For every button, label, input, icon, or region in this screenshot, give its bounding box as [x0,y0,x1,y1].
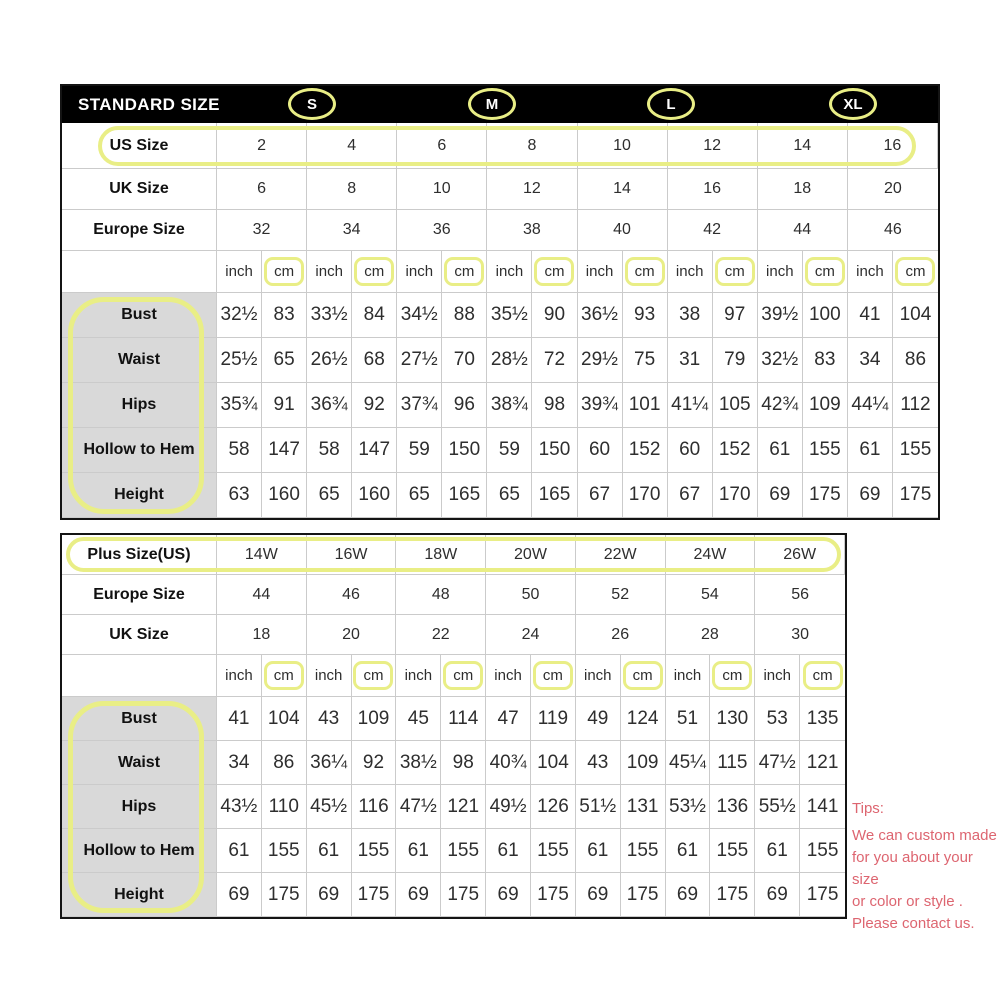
measure-rows-block [62,293,938,518]
cm-unit-cell [532,251,577,292]
measure-row-label: Height [62,873,217,916]
measure-value-cell: 58 [217,428,262,472]
tips-title: Tips: [852,800,884,817]
size-row [62,535,845,575]
size-value-cell: 56 [791,585,810,603]
measure-value-cell: 175 [803,473,848,517]
size-value-cell: 40 [578,210,668,250]
inch-unit-cell: inch [666,655,711,696]
measure-value-cell: 69 [576,873,621,916]
size-value-cell: 10 [578,123,668,168]
size-value-cell: 38 [487,210,577,250]
size-row [62,210,938,251]
measure-value-cell: 69 [396,873,441,916]
measure-value-cell: 43 [576,741,621,784]
size-row-label: Europe Size [62,210,217,250]
size-value-cell: 8 [307,169,397,209]
size-row [62,123,938,169]
size-value-cell: 14 [578,169,668,209]
measure-value-cell: 63 [217,473,262,517]
size-value-cell: 44 [217,575,307,614]
measure-value-cell: 155 [806,839,839,861]
measure-value-cell: 155 [899,439,932,460]
measure-value-cell: 67 [668,473,713,517]
unit-row [62,251,938,293]
measure-row-label: Waist [62,741,217,784]
measure-row [62,428,938,473]
measure-value-cell: 65 [307,473,352,517]
measure-value-cell: 131 [621,785,666,828]
measure-value-cell: 28½ [487,338,532,382]
size-row [62,615,845,655]
measure-value-cell: 165 [442,473,487,517]
measure-value-cell: 36¾ [307,383,352,427]
inch-unit-cell: inch [217,251,262,292]
inch-unit-cell: inch [578,251,623,292]
measure-value-cell: 41 [217,697,262,740]
cm-highlight-badge: cm [443,661,483,690]
size-row [62,575,845,615]
measure-value-cell: 45½ [307,785,352,828]
measure-value-cell: 84 [352,293,397,337]
measure-value-cell: 68 [352,338,397,382]
measure-value-cell: 155 [531,829,576,872]
cm-unit-cell [893,251,938,292]
size-value-cell: 16 [848,123,938,168]
measure-value-cell: 61 [307,829,352,872]
size-row-label: UK Size [62,615,217,654]
inch-unit-cell: inch [487,251,532,292]
measure-row [62,873,845,917]
measure-value-cell: 92 [352,383,397,427]
size-value-cell: 2 [217,123,307,168]
size-badge-s: S [288,88,336,120]
measure-value-cell: 141 [806,795,839,817]
measure-value-cell: 44¼ [848,383,893,427]
inch-unit-cell: inch [758,251,803,292]
measure-value-cell: 104 [899,304,932,325]
measure-value-cell: 114 [441,697,486,740]
size-value-cell: 6 [217,169,307,209]
measure-row [62,293,938,338]
measure-value-cell: 38½ [396,741,441,784]
measure-value-cell: 175 [531,873,576,916]
measure-value-cell: 31 [668,338,713,382]
measure-value-cell: 59 [487,428,532,472]
measure-value-cell: 39¾ [578,383,623,427]
measure-value-cell: 83 [803,338,848,382]
cm-unit-cell [352,655,397,696]
measure-value-cell: 53½ [666,785,711,828]
measure-value-cell: 41 [848,293,893,337]
inch-unit-cell: inch [307,655,352,696]
measure-rows-block [62,697,845,917]
cm-highlight-badge: cm [895,257,935,286]
measure-value-cell: 100 [803,293,848,337]
size-row-label: Europe Size [62,575,217,614]
measure-value-cell: 160 [262,473,307,517]
size-row-label: UK Size [62,169,217,209]
measure-value-cell: 121 [806,751,839,773]
measure-value-cell: 36¼ [307,741,352,784]
inch-unit-cell: inch [848,251,893,292]
measure-value-cell: 90 [532,293,577,337]
measure-value-cell: 43½ [217,785,262,828]
size-value-cell: 6 [397,123,487,168]
measure-value-cell: 38¾ [487,383,532,427]
measure-value-cell: 43 [307,697,352,740]
cm-highlight-badge: cm [805,257,845,286]
measure-value-cell: 49 [576,697,621,740]
size-badge-m: M [468,88,516,120]
plus-size-rows [62,535,845,917]
size-value-cell: 18 [217,615,307,654]
measure-value-cell: 49½ [486,785,531,828]
measure-value-cell: 175 [352,873,397,916]
measure-value-cell: 61 [576,829,621,872]
measure-value-cell: 26½ [307,338,352,382]
inch-unit-cell: inch [396,655,441,696]
inch-unit-cell: inch [307,251,352,292]
measure-row-label: Height [62,473,217,517]
measure-value-cell: 32½ [217,293,262,337]
size-value-cell: 20 [884,180,902,197]
plus-size-table [60,533,847,919]
measure-value-cell: 97 [713,293,758,337]
custom-tips-note [852,798,998,935]
measure-value-cell: 135 [806,707,839,729]
cm-unit-cell [803,251,848,292]
measure-value-cell: 93 [623,293,668,337]
cm-highlight-badge: cm [712,661,752,690]
measure-value-cell: 39½ [758,293,803,337]
cm-unit-cell [713,251,758,292]
size-value-cell: 20 [307,615,397,654]
measure-row [62,338,938,383]
cm-highlight-badge: cm [353,661,393,690]
measure-value-cell: 175 [621,873,666,916]
measure-value-cell: 175 [441,873,486,916]
measure-value-cell: 92 [352,741,397,784]
measure-row-label: Waist [62,338,217,382]
measure-value-cell: 104 [531,741,576,784]
measure-value-cell: 75 [623,338,668,382]
cm-highlight-badge: cm [354,257,394,286]
size-value-cell: 22 [396,615,486,654]
measure-row [62,473,938,518]
size-value-cell: 28 [666,615,756,654]
measure-value-cell: 38 [668,293,713,337]
measure-value-cell: 65 [487,473,532,517]
measure-value-cell: 47½ [396,785,441,828]
size-value-cell: 10 [397,169,487,209]
measure-value-cell: 35½ [487,293,532,337]
measure-row-label: Hollow to Hem [62,428,217,472]
measure-value-cell: 69 [486,873,531,916]
measure-value-cell: 69 [666,873,711,916]
size-value-cell: 24 [486,615,576,654]
size-value-cell: 34 [307,210,397,250]
measure-value-cell: 61 [848,428,893,472]
size-value-cell: 4 [307,123,397,168]
measure-value-cell: 170 [713,473,758,517]
size-row-label: US Size [62,123,217,168]
measure-value-cell: 130 [710,697,755,740]
tips-line: Please contact us. [852,915,975,932]
measure-value-cell: 109 [803,383,848,427]
standard-size-header [62,86,938,123]
unit-row-label [62,655,217,696]
measure-value-cell: 155 [262,829,307,872]
size-value-cell: 36 [397,210,487,250]
measure-row-label: Bust [62,697,217,740]
size-value-cell: 20W [486,535,576,574]
measure-value-cell: 45 [396,697,441,740]
measure-value-cell: 104 [262,697,307,740]
measure-value-cell: 155 [710,829,755,872]
inch-unit-cell: inch [397,251,442,292]
measure-value-cell: 150 [442,428,487,472]
measure-value-cell: 109 [621,741,666,784]
inch-unit-cell: inch [668,251,713,292]
measure-value-cell: 72 [532,338,577,382]
measure-value-cell: 86 [904,349,927,370]
measure-value-cell: 69 [758,473,803,517]
cm-unit-cell [531,655,576,696]
cm-highlight-badge: cm [715,257,755,286]
inch-unit-cell: inch [576,655,621,696]
measure-value-cell: 60 [578,428,623,472]
measure-value-cell: 35¾ [217,383,262,427]
measure-value-cell: 96 [442,383,487,427]
measure-value-cell: 155 [621,829,666,872]
measure-value-cell: 58 [307,428,352,472]
measure-value-cell: 34 [848,338,893,382]
size-value-cell: 18 [758,169,848,209]
measure-value-cell: 105 [713,383,758,427]
tips-line: or color or style . [852,893,963,910]
cm-unit-cell [262,251,307,292]
measure-value-cell: 152 [623,428,668,472]
measure-value-cell: 25½ [217,338,262,382]
measure-value-cell: 34½ [397,293,442,337]
size-value-cell: 8 [487,123,577,168]
measure-value-cell: 32½ [758,338,803,382]
measure-value-cell: 61 [217,829,262,872]
measure-value-cell: 40¾ [486,741,531,784]
cm-unit-cell [623,251,668,292]
measure-value-cell: 101 [623,383,668,427]
measure-value-cell: 136 [710,785,755,828]
cm-highlight-badge: cm [264,257,304,286]
measure-value-cell: 155 [441,829,486,872]
size-value-cell: 16 [668,169,758,209]
cm-unit-cell [262,655,307,696]
measure-value-cell: 47 [486,697,531,740]
measure-value-cell: 155 [803,428,848,472]
measure-value-cell: 51 [666,697,711,740]
inch-unit-cell: inch [755,655,800,696]
measure-value-cell: 60 [668,428,713,472]
measure-value-cell: 70 [442,338,487,382]
inch-unit-cell: inch [486,655,531,696]
measure-value-cell: 61 [396,829,441,872]
cm-highlight-badge: cm [625,257,665,286]
size-badge-l: L [647,88,695,120]
standard-size-table [60,84,940,520]
measure-value-cell: 65 [262,338,307,382]
measure-row [62,383,938,428]
cm-unit-cell [621,655,666,696]
measure-value-cell: 170 [623,473,668,517]
size-value-cell: 46 [307,575,397,614]
measure-value-cell: 67 [578,473,623,517]
size-value-cell: 16W [307,535,397,574]
cm-highlight-badge: cm [533,661,573,690]
measure-value-cell: 34 [217,741,262,784]
standard-size-title: STANDARD SIZE [78,94,220,114]
measure-value-cell: 115 [710,741,755,784]
measure-value-cell: 59 [397,428,442,472]
size-value-cell: 46 [884,221,902,238]
measure-value-cell: 175 [899,484,932,505]
size-row [62,169,938,210]
size-value-cell: 32 [217,210,307,250]
measure-row-label: Bust [62,293,217,337]
measure-row-label: Hollow to Hem [62,829,217,872]
cm-highlight-badge: cm [623,661,663,690]
measure-value-cell: 98 [532,383,577,427]
cm-unit-cell [442,251,487,292]
measure-row [62,741,845,785]
measure-value-cell: 86 [262,741,307,784]
measure-value-cell: 79 [713,338,758,382]
measure-value-cell: 33½ [307,293,352,337]
cm-unit-cell [710,655,755,696]
measure-value-cell: 98 [441,741,486,784]
measure-row [62,829,845,873]
measure-row-label: Hips [62,383,217,427]
cm-highlight-badge: cm [534,257,574,286]
measure-value-cell: 83 [262,293,307,337]
measure-value-cell: 112 [900,394,931,415]
measure-value-cell: 147 [352,428,397,472]
measure-value-cell: 155 [352,829,397,872]
size-value-cell: 54 [666,575,756,614]
measure-value-cell: 116 [352,785,397,828]
standard-size-rows [62,123,938,518]
unit-row-label [62,251,217,292]
tips-line: We can custom made [852,827,997,844]
measure-value-cell: 175 [262,873,307,916]
measure-value-cell: 91 [262,383,307,427]
measure-value-cell: 126 [531,785,576,828]
measure-value-cell: 45¼ [666,741,711,784]
measure-value-cell: 29½ [578,338,623,382]
size-value-cell: 14 [758,123,848,168]
cm-unit-cell [800,655,845,696]
measure-value-cell: 175 [806,883,839,905]
measure-value-cell: 37¾ [397,383,442,427]
measure-value-cell: 124 [621,697,666,740]
measure-value-cell: 88 [442,293,487,337]
measure-value-cell: 175 [710,873,755,916]
cm-highlight-badge: cm [264,661,304,690]
size-value-cell: 12 [668,123,758,168]
measure-value-cell: 152 [713,428,758,472]
cm-highlight-badge: cm [444,257,484,286]
size-value-cell: 24W [666,535,756,574]
measure-value-cell: 41¼ [668,383,713,427]
measure-value-cell: 51½ [576,785,621,828]
measure-value-cell: 42¾ [758,383,803,427]
size-value-cell: 48 [396,575,486,614]
measure-value-cell: 147 [262,428,307,472]
measure-value-cell: 109 [352,697,397,740]
measure-value-cell: 55½ [755,785,800,828]
size-badge-xl: XL [829,88,877,120]
measure-value-cell: 47½ [755,741,800,784]
size-value-cell: 42 [668,210,758,250]
size-value-cell: 26W [755,535,845,574]
measure-row [62,697,845,741]
measure-value-cell: 160 [352,473,397,517]
measure-value-cell: 69 [755,873,800,916]
measure-value-cell: 119 [531,697,576,740]
size-value-cell: 14W [217,535,307,574]
measure-value-cell: 61 [666,829,711,872]
measure-value-cell: 61 [486,829,531,872]
measure-value-cell: 27½ [397,338,442,382]
size-value-cell: 44 [758,210,848,250]
measure-value-cell: 65 [397,473,442,517]
measure-value-cell: 121 [441,785,486,828]
size-value-cell: 26 [576,615,666,654]
size-value-cell: 50 [486,575,576,614]
cm-unit-cell [441,655,486,696]
tips-line: for you about your size [852,849,973,888]
measure-value-cell: 36½ [578,293,623,337]
inch-unit-cell: inch [217,655,262,696]
measure-value-cell: 150 [532,428,577,472]
size-value-cell: 22W [576,535,666,574]
measure-row [62,785,845,829]
size-value-cell: 18W [396,535,486,574]
measure-value-cell: 53 [755,697,800,740]
size-value-cell: 30 [791,625,810,643]
measure-value-cell: 61 [758,428,803,472]
measure-value-cell: 61 [755,829,800,872]
cm-highlight-badge: cm [803,661,843,690]
size-value-cell: 12 [487,169,577,209]
cm-unit-cell [352,251,397,292]
measure-value-cell: 165 [532,473,577,517]
unit-row [62,655,845,697]
measure-value-cell: 69 [848,473,893,517]
measure-value-cell: 110 [262,785,307,828]
measure-value-cell: 69 [217,873,262,916]
size-row-label: Plus Size(US) [62,535,217,574]
measure-value-cell: 69 [307,873,352,916]
measure-row-label: Hips [62,785,217,828]
size-value-cell: 52 [576,575,666,614]
